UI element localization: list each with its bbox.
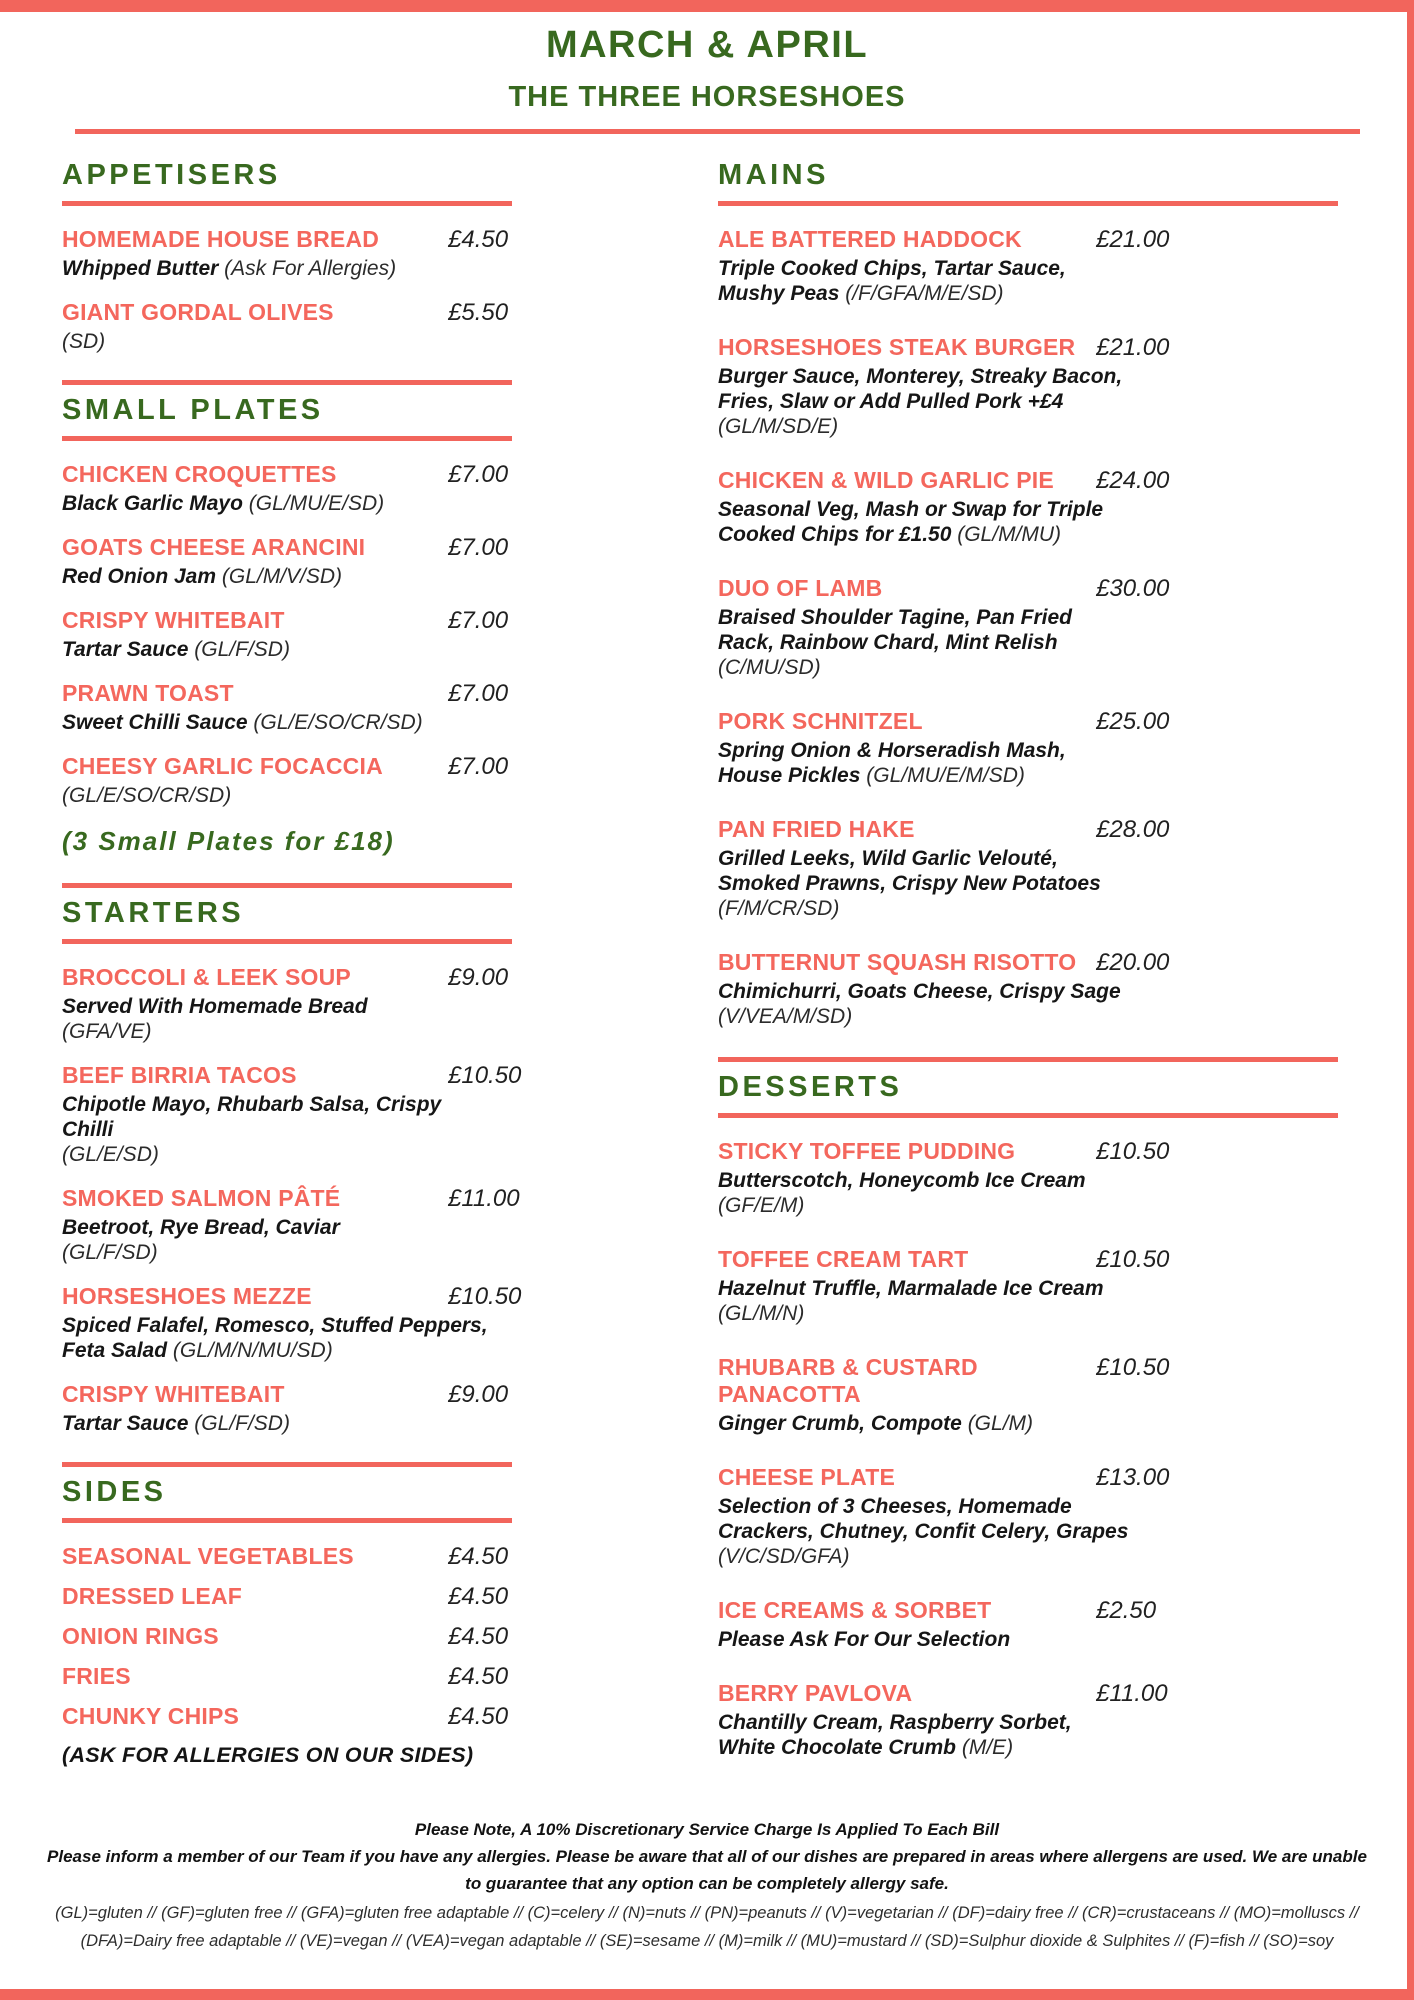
item-allergens: (GL/F/SD) xyxy=(62,1241,158,1264)
item-description xyxy=(62,1215,494,1265)
section-divider-line xyxy=(62,1462,512,1467)
item-name: PRAWN TOAST xyxy=(62,680,234,706)
item-description-text: Spiced Falafel, Romesco, Stuffed Peppers, Feta Salad xyxy=(62,1314,488,1362)
item-price: £11.00 xyxy=(448,1185,520,1212)
item-description xyxy=(718,1710,1130,1760)
menu-item xyxy=(62,299,614,354)
item-name: DRESSED LEAF xyxy=(62,1583,243,1609)
item-description-text: Triple Cooked Chips, Tartar Sauce, Mushy Peas xyxy=(718,257,1066,305)
menu-column-left xyxy=(62,150,614,1778)
section-underline-starters xyxy=(62,939,512,944)
item-description xyxy=(718,256,1130,306)
service-charge-note: Please Note, A 10% Discretionary Service Charge Is Applied To Each Bill xyxy=(414,1820,1000,1839)
menu-item-row xyxy=(718,708,1343,735)
page-title: MARCH & APRIL xyxy=(545,24,869,66)
menu-item xyxy=(62,1583,614,1610)
menu-item xyxy=(62,680,614,735)
section-title-appetisers: APPETISERS xyxy=(62,159,281,191)
item-allergens: (GL/MU/E/M/SD) xyxy=(866,764,1025,787)
item-description xyxy=(718,605,1130,680)
item-name: GOATS CHEESE ARANCINI xyxy=(62,534,366,560)
menu-item-row xyxy=(62,226,614,253)
item-price: £10.50 xyxy=(1096,1138,1170,1165)
item-name: HORSESHOES MEZZE xyxy=(62,1283,312,1309)
menu-item xyxy=(718,1597,1343,1652)
menu-item-row xyxy=(62,753,614,780)
item-name: CHICKEN & WILD GARLIC PIE xyxy=(718,467,1054,493)
menu-item xyxy=(62,1663,614,1690)
menu-item-row xyxy=(62,1543,614,1570)
item-description-text: Ginger Crumb, Compote xyxy=(718,1412,962,1435)
item-allergens: (GL/M/MU) xyxy=(957,523,1062,546)
item-description xyxy=(718,846,1130,921)
item-description xyxy=(718,1627,1130,1652)
item-name: CHEESY GARLIC FOCACCIA xyxy=(62,753,383,779)
item-description-text: Chimichurri, Goats Cheese, Crispy Sage xyxy=(718,980,1121,1003)
menu-item-row xyxy=(62,1663,614,1690)
menu-item xyxy=(718,1246,1343,1326)
item-allergens: (GL/F/SD) xyxy=(194,1412,290,1435)
section-title-desserts: DESSERTS xyxy=(718,1071,903,1103)
item-description-text: Red Onion Jam xyxy=(62,565,217,588)
item-name: FRIES xyxy=(62,1663,131,1689)
menu-item xyxy=(718,334,1343,439)
item-price: £9.00 xyxy=(448,1381,509,1408)
menu-item xyxy=(62,1703,614,1730)
item-description xyxy=(62,491,494,516)
item-description xyxy=(62,994,494,1044)
section-title-mains: MAINS xyxy=(718,159,829,191)
item-description xyxy=(62,564,494,589)
menu-item-row xyxy=(62,461,614,488)
item-allergens: (GL/F/SD) xyxy=(194,638,290,661)
menu-item xyxy=(718,1138,1343,1218)
menu-item-row xyxy=(718,1138,1343,1165)
item-name: BEEF BIRRIA TACOS xyxy=(62,1062,297,1088)
item-allergens: (V/C/SD/GFA) xyxy=(718,1545,850,1568)
item-description-text: Spring Onion & Horseradish Mash, House Pickles xyxy=(718,739,1066,787)
page-header xyxy=(0,24,1414,114)
item-description xyxy=(62,637,494,662)
item-allergens: (GF/E/M) xyxy=(718,1194,805,1217)
item-name: BERRY PAVLOVA xyxy=(718,1680,913,1706)
menu-item xyxy=(62,226,614,281)
menu-item-row xyxy=(718,816,1343,843)
item-price: £30.00 xyxy=(1096,575,1170,602)
item-price: £21.00 xyxy=(1096,334,1170,361)
menu-item xyxy=(62,1543,614,1570)
menu-item xyxy=(718,226,1343,306)
item-price: £5.50 xyxy=(448,299,509,326)
item-description-text: Braised Shoulder Tagine, Pan Fried Rack, Rainbow Chard, Mint Relish xyxy=(718,606,1072,654)
item-price: £10.50 xyxy=(1096,1354,1170,1381)
item-allergens: (GL/E/SO/CR/SD) xyxy=(62,784,232,807)
menu-item xyxy=(62,1062,614,1167)
item-description-text: Tartar Sauce xyxy=(62,638,189,661)
item-price: £10.50 xyxy=(448,1283,522,1310)
menu-item-row xyxy=(718,1597,1343,1624)
section-divider-line xyxy=(718,1057,1338,1062)
item-description-text: Seasonal Veg, Mash or Swap for Triple Cooked Chips for £1.50 xyxy=(718,498,1104,546)
menu-item xyxy=(718,708,1343,788)
item-price: £10.50 xyxy=(448,1062,522,1089)
item-allergens: (Ask For Allergies) xyxy=(224,257,397,280)
menu-item xyxy=(62,964,614,1044)
menu-item xyxy=(62,1283,614,1363)
item-description xyxy=(718,1494,1130,1569)
item-price: £4.50 xyxy=(448,1623,509,1650)
allergen-legend: (GL)=gluten // (GF)=gluten free // (GFA)=gluten free adaptable // (C)=celery // (N)=nuts // (PN)=peanuts // (V)=vegetarian // (DF)=dairy free // (CR)=crustaceans // (MO)=molluscs // (DFA)=Dairy free adaptable // (VE)=vegan // (VEA)=vegan adaptable // (SE)=sesame // (M)=milk // (MU)=mustard // (SD)=Sulphur dioxide & Sulphites // (F)=fish // (SO)=soy xyxy=(55,1904,1359,1950)
menu-column-right xyxy=(718,150,1343,1788)
menu-item-row xyxy=(718,1354,1343,1408)
item-name: SMOKED SALMON PÂTÉ xyxy=(62,1185,341,1211)
item-description xyxy=(62,1092,494,1167)
item-price: £24.00 xyxy=(1096,467,1170,494)
item-allergens: (GL/M/SD/E) xyxy=(718,415,839,438)
menu-item xyxy=(718,467,1343,547)
top-border-bar xyxy=(0,0,1414,12)
item-price: £4.50 xyxy=(448,226,509,253)
menu-item xyxy=(62,607,614,662)
item-price: £21.00 xyxy=(1096,226,1170,253)
item-name: HORSESHOES STEAK BURGER xyxy=(718,334,1076,360)
menu-item xyxy=(62,753,614,808)
item-allergens: (GL/M/N) xyxy=(718,1302,805,1325)
item-description xyxy=(718,1411,1130,1436)
section-note-sides: (ASK FOR ALLERGIES ON OUR SIDES) xyxy=(62,1743,474,1767)
item-description-text: Sweet Chilli Sauce xyxy=(62,711,248,734)
item-allergens: (V/VEA/M/SD) xyxy=(718,1005,853,1028)
section-note-small-plates: (3 Small Plates for £18) xyxy=(62,826,395,856)
item-description-text: Grilled Leeks, Wild Garlic Velouté, Smoked Prawns, Crispy New Potatoes xyxy=(718,847,1101,895)
item-price: £7.00 xyxy=(448,534,509,561)
item-description xyxy=(62,1313,494,1363)
item-allergens: (/F/GFA/M/E/SD) xyxy=(845,282,1004,305)
menu-item-row xyxy=(62,534,614,561)
menu-item-row xyxy=(718,949,1343,976)
item-description xyxy=(62,1411,494,1436)
item-price: £28.00 xyxy=(1096,816,1170,843)
item-description xyxy=(62,710,494,735)
item-description-text: Butterscotch, Honeycomb Ice Cream xyxy=(718,1169,1086,1192)
item-description-text: Chantilly Cream, Raspberry Sorbet, White Chocolate Crumb xyxy=(718,1711,1072,1759)
item-price: £4.50 xyxy=(448,1583,509,1610)
item-name: PORK SCHNITZEL xyxy=(718,708,923,734)
right-border-bar xyxy=(1407,0,1414,2000)
item-name: ALE BATTERED HADDOCK xyxy=(718,226,1022,252)
menu-item-row xyxy=(718,1680,1343,1707)
menu-item xyxy=(718,1464,1343,1569)
section-divider-line xyxy=(62,380,512,385)
menu-item xyxy=(718,816,1343,921)
allergy-note: Please inform a member of our Team if you have any allergies. Please be aware that all of our dishes are prepared in areas where allergens are used. We are unable to guarantee that any option can be completely allergy safe. xyxy=(47,1847,1367,1893)
item-price: £20.00 xyxy=(1096,949,1170,976)
menu-item-row xyxy=(718,334,1343,361)
section-title-sides: SIDES xyxy=(62,1476,167,1508)
item-description xyxy=(718,497,1130,547)
item-name: SEASONAL VEGETABLES xyxy=(62,1543,354,1569)
menu-item xyxy=(62,534,614,589)
menu-item-row xyxy=(62,1283,614,1310)
item-allergens: (SD) xyxy=(62,330,106,353)
item-allergens: (GL/M/V/SD) xyxy=(221,565,343,588)
item-allergens: (GL/E/SD) xyxy=(62,1143,159,1166)
item-description-text: Beetroot, Rye Bread, Caviar xyxy=(62,1216,340,1239)
item-allergens: (GFA/VE) xyxy=(62,1020,152,1043)
bottom-border-bar xyxy=(0,1989,1414,2000)
menu-item-row xyxy=(62,1381,614,1408)
section-underline-mains xyxy=(718,201,1338,206)
item-price: £13.00 xyxy=(1096,1464,1170,1491)
item-name: CHEESE PLATE xyxy=(718,1464,896,1490)
section-underline-small-plates xyxy=(62,436,512,441)
section-underline-desserts xyxy=(718,1113,1338,1118)
menu-item-row xyxy=(718,1464,1343,1491)
section-divider-line xyxy=(62,883,512,888)
item-name: CRISPY WHITEBAIT xyxy=(62,1381,285,1407)
item-allergens: (GL/MU/E/SD) xyxy=(248,492,385,515)
item-price: £4.50 xyxy=(448,1703,509,1730)
menu-item xyxy=(718,1680,1343,1760)
item-price: £10.50 xyxy=(1096,1246,1170,1273)
item-price: £7.00 xyxy=(448,461,509,488)
item-description xyxy=(718,1276,1130,1326)
item-description-text: Served With Homemade Bread xyxy=(62,995,368,1018)
menu-item-row xyxy=(62,1185,614,1212)
item-name: DUO OF LAMB xyxy=(718,575,883,601)
menu-item-row xyxy=(718,226,1343,253)
item-name: CHUNKY CHIPS xyxy=(62,1703,240,1729)
menu-item-row xyxy=(62,299,614,326)
header-divider-line xyxy=(75,129,1360,134)
item-allergens: (GL/M/N/MU/SD) xyxy=(172,1339,333,1362)
item-description-text: Selection of 3 Cheeses, Homemade Crackers, Chutney, Confit Celery, Grapes xyxy=(718,1495,1129,1543)
item-name: STICKY TOFFEE PUDDING xyxy=(718,1138,1016,1164)
item-name: BROCCOLI & LEEK SOUP xyxy=(62,964,351,990)
item-description-text: Black Garlic Mayo xyxy=(62,492,243,515)
item-description-text: Whipped Butter xyxy=(62,257,219,280)
menu-item xyxy=(718,575,1343,680)
item-price: £2.50 xyxy=(1096,1597,1157,1624)
item-price: £7.00 xyxy=(448,680,509,707)
item-name: TOFFEE CREAM TART xyxy=(718,1246,969,1272)
item-allergens: (C/MU/SD) xyxy=(718,656,821,679)
item-description xyxy=(718,979,1130,1029)
section-underline-appetisers xyxy=(62,201,512,206)
item-allergens: (GL/M) xyxy=(967,1412,1034,1435)
menu-item-row xyxy=(718,1246,1343,1273)
menu-item-row xyxy=(718,467,1343,494)
item-name: RHUBARB & CUSTARD PANACOTTA xyxy=(718,1354,978,1407)
footer-notes xyxy=(40,1816,1374,1955)
item-name: ONION RINGS xyxy=(62,1623,219,1649)
item-price: £4.50 xyxy=(448,1543,509,1570)
item-description xyxy=(718,738,1130,788)
item-name: ICE CREAMS & SORBET xyxy=(718,1597,992,1623)
item-description-text: Burger Sauce, Monterey, Streaky Bacon, Fries, Slaw or Add Pulled Pork +£4 xyxy=(718,365,1123,413)
menu-item xyxy=(62,1185,614,1265)
item-name: HOMEMADE HOUSE BREAD xyxy=(62,226,380,252)
section-underline-sides xyxy=(62,1518,512,1523)
item-name: CHICKEN CROQUETTES xyxy=(62,461,337,487)
menu-item xyxy=(62,461,614,516)
menu-item xyxy=(718,949,1343,1029)
section-title-small-plates: SMALL PLATES xyxy=(62,394,324,426)
menu-item-row xyxy=(62,964,614,991)
menu-item-row xyxy=(62,1062,614,1089)
item-name: CRISPY WHITEBAIT xyxy=(62,607,285,633)
menu-item-row xyxy=(718,575,1343,602)
menu-item-row xyxy=(62,1623,614,1650)
item-allergens: (F/M/CR/SD) xyxy=(718,897,840,920)
item-price: £11.00 xyxy=(1096,1680,1168,1707)
item-description xyxy=(718,364,1130,439)
page-subtitle: THE THREE HORSESHOES xyxy=(508,81,906,113)
item-name: PAN FRIED HAKE xyxy=(718,816,915,842)
item-price: £7.00 xyxy=(448,607,509,634)
item-description xyxy=(62,256,494,281)
menu-item-row xyxy=(62,680,614,707)
menu-item-row xyxy=(62,607,614,634)
item-name: GIANT GORDAL OLIVES xyxy=(62,299,334,325)
item-price: £4.50 xyxy=(448,1663,509,1690)
menu-item xyxy=(62,1381,614,1436)
item-description xyxy=(62,783,494,808)
item-price: £25.00 xyxy=(1096,708,1170,735)
item-price: £7.00 xyxy=(448,753,509,780)
menu-item-row xyxy=(62,1583,614,1610)
section-title-starters: STARTERS xyxy=(62,897,245,929)
item-description-text: Chipotle Mayo, Rhubarb Salsa, Crispy Chilli xyxy=(62,1093,442,1141)
menu-item xyxy=(62,1623,614,1650)
menu-item xyxy=(718,1354,1343,1436)
item-name: BUTTERNUT SQUASH RISOTTO xyxy=(718,949,1077,975)
item-description-text: Hazelnut Truffle, Marmalade Ice Cream xyxy=(718,1277,1104,1300)
item-description-text: Please Ask For Our Selection xyxy=(718,1628,1011,1651)
item-description xyxy=(62,329,494,354)
menu-item-row xyxy=(62,1703,614,1730)
item-price: £9.00 xyxy=(448,964,509,991)
item-allergens: (GL/E/SO/CR/SD) xyxy=(253,711,423,734)
item-description xyxy=(718,1168,1130,1218)
item-description-text: Tartar Sauce xyxy=(62,1412,189,1435)
item-allergens: (M/E) xyxy=(961,1736,1014,1759)
